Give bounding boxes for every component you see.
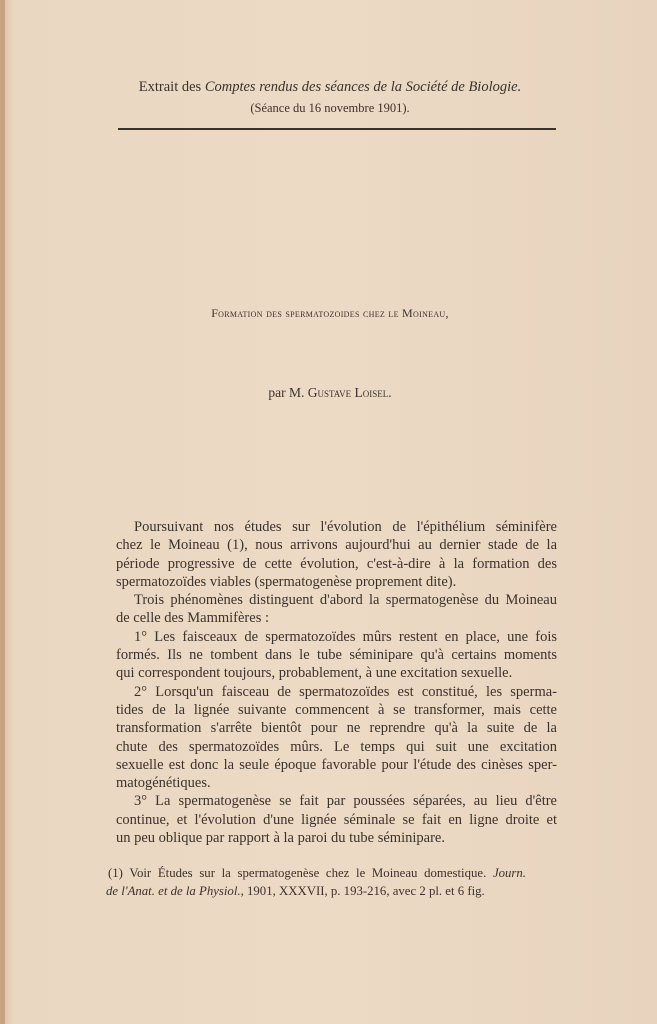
body-line: 1° Les faisceaux de spermatozoïdes mûrs restent en place, une fois: [134, 628, 557, 645]
body-line: chez le Moineau (1), nous arrivons aujourd'hui au dernier stade de la: [116, 537, 557, 554]
article-body: [116, 518, 557, 847]
author-line: [100, 384, 560, 402]
journal-header: [100, 78, 560, 96]
footnote: [106, 864, 526, 900]
body-line: période progressive de cette évolution, c'est-à-dire à la formation des: [116, 555, 557, 572]
footnote-text: , 1901, XXXVII, p. 193-216, avec 2 pl. et 6 fig.: [240, 884, 485, 898]
footnote-line: [106, 882, 526, 900]
body-line: 3° La spermatogenèse se fait par poussées séparées, au lieu d'être: [134, 793, 557, 810]
body-line: un peu oblique par rapport à la paroi du tube séminipare.: [116, 830, 445, 847]
body-line: sexuelle est donc la seule époque favorable pour l'étude des cinèses sper-: [116, 756, 557, 773]
body-line: matogénétiques.: [116, 775, 211, 792]
body-line: de celle des Mammifères :: [116, 610, 269, 627]
footnote-line: [106, 864, 526, 882]
header-rule: [118, 128, 556, 130]
body-line: 2° Lorsqu'un faisceau de spermatozoïdes est constitué, les sperma-: [134, 683, 557, 700]
author-prefix: par M.: [268, 385, 308, 400]
header-prefix: Extrait des: [138, 79, 205, 95]
body-line: Trois phénomènes distinguent d'abord la spermatogenèse du Moineau: [134, 592, 557, 609]
body-line: qui correspondent toujours, probablement, à une excitation sexuelle.: [116, 665, 513, 682]
author-name: Gustave Loisel.: [307, 385, 392, 400]
footnote-text: (1) Voir Études sur la spermatogenèse chez le Moineau domestique.: [108, 866, 493, 880]
body-line: chute des spermatozoïdes mûrs. Le temps qui suit une excitation: [116, 738, 557, 755]
footnote-journal: Journ.: [492, 866, 526, 880]
journal-name: Comptes rendus des séances de la Société de Biologie.: [204, 79, 522, 95]
body-line: transformation s'arrête bientôt pour ne reprendre qu'à la suite de la: [116, 720, 557, 737]
body-line: Poursuivant nos études sur l'évolution de l'épithélium séminifère: [134, 519, 557, 535]
body-line: spermatozoïdes viables (spermatogenèse proprement dite).: [116, 573, 457, 590]
session-date: (Séance du 16 novembre 1901).: [250, 101, 410, 115]
footnote-journal: de l'Anat. et de la Physiol.: [106, 884, 241, 898]
body-line: formés. Ils ne tombent dans le tube séminipare qu'à certains moments: [116, 647, 557, 664]
article-title: Formation des spermatozoides chez le Moineau,: [211, 306, 449, 320]
page-edge: [0, 0, 5, 1024]
body-line: continue, et l'évolution d'une lignée séminale se fait en ligne droite et: [116, 811, 557, 828]
body-line: tides de la lignée suivante commencent à se transformer, mais cette: [116, 701, 557, 718]
